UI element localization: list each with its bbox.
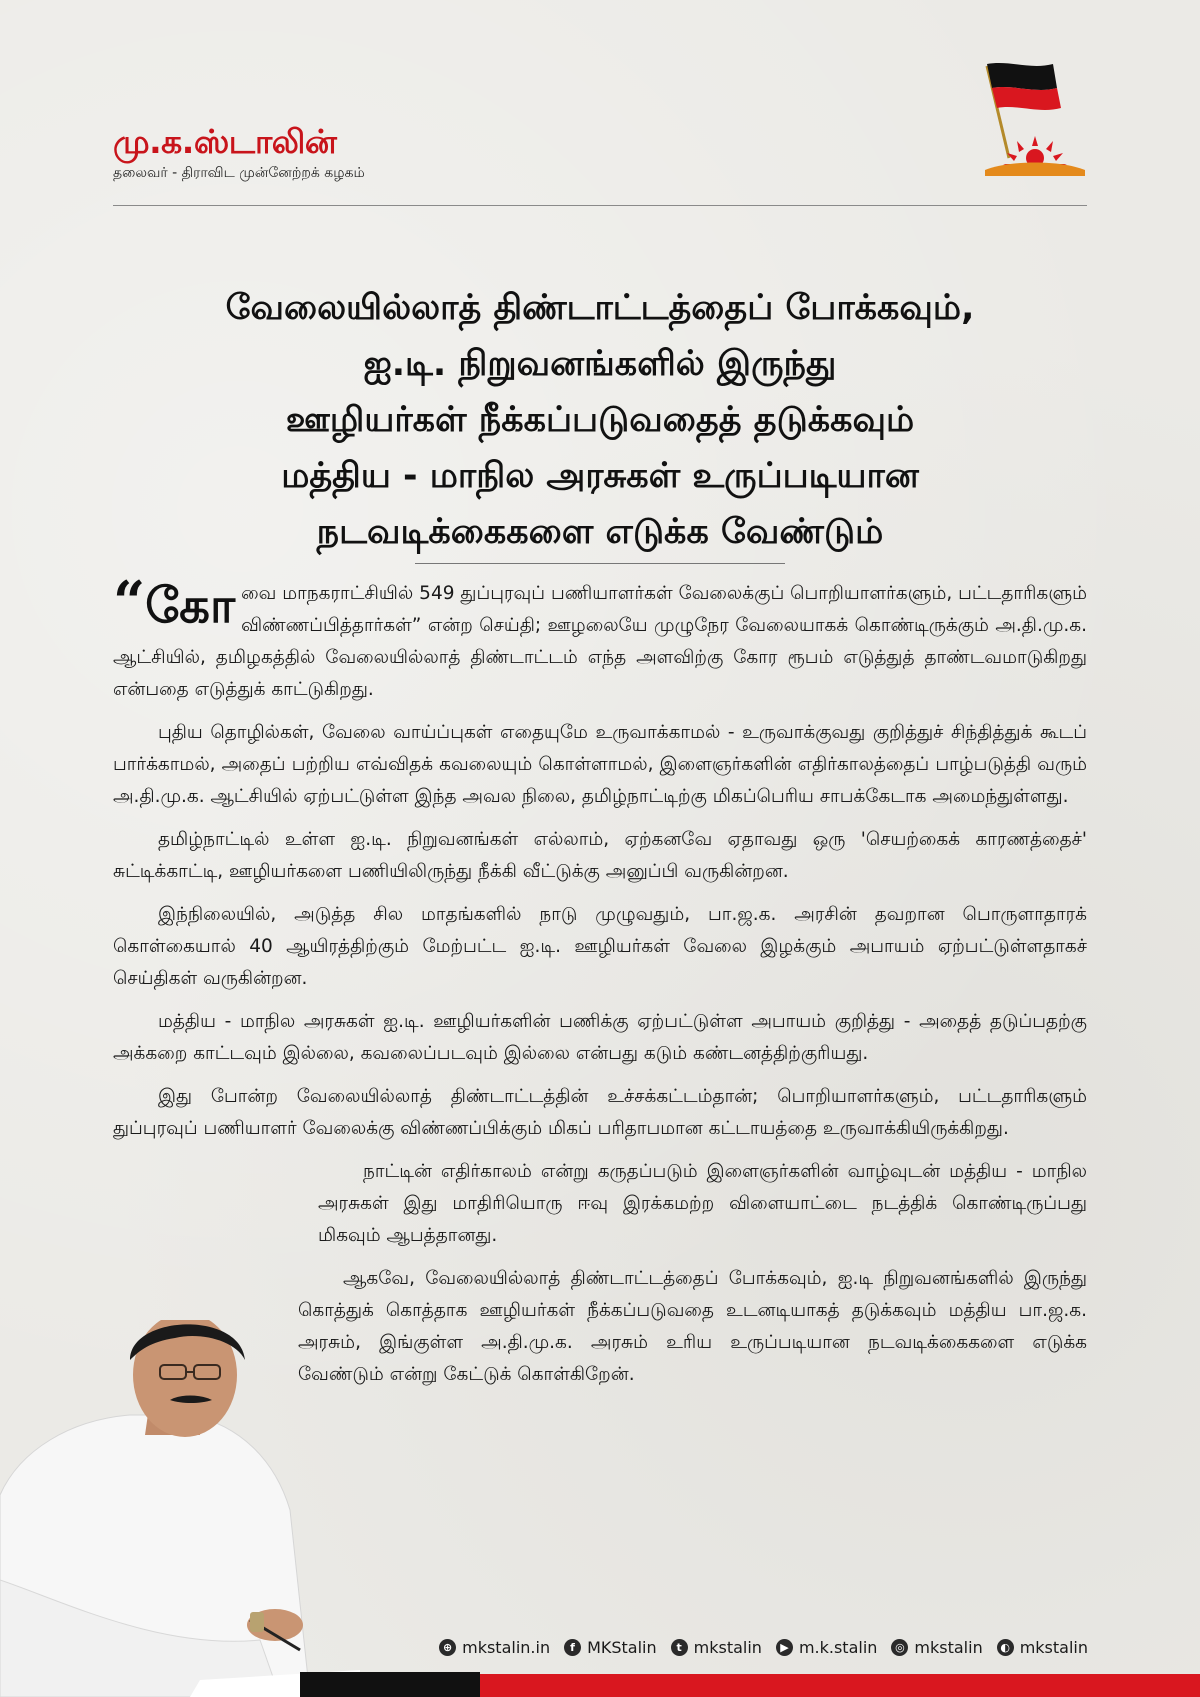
facebook-icon: f (564, 1639, 581, 1656)
social-label: mkstalin.in (462, 1637, 551, 1657)
paragraph-7: நாட்டின் எதிர்காலம் என்று கருதப்படும் இளைஞர்களின் வாழ்வுடன் மத்திய - மாநில அரசுகள் இது மாதிரியொரு ஈவு இரக்கமற்ற விளையாட்டை நடத்திக் கொண்டிருப்பது மிகவும் ஆபத்தானது. (318, 1161, 1087, 1246)
headline (90, 280, 1110, 560)
paragraph-5: மத்திய - மாநில அரசுகள் ஐ.டி. ஊழியர்களின் பணிக்கு ஏற்பட்டுள்ள அபாயம் குறித்து - அதைத் தடுப்பதற்கு அக்கறை காட்டவும் இல்லை, கவலைப்படவும் இல்லை என்பது கடும் கண்டனத்திற்குரியது. (113, 1011, 1087, 1064)
headline-line: ஊழியர்கள் நீக்கப்படுவதைத் தடுக்கவும் (285, 400, 915, 440)
twitter-icon: t (671, 1639, 688, 1656)
social-label: mkstalin (914, 1637, 983, 1657)
social-link-website[interactable] (439, 1638, 550, 1657)
paragraph-1 (113, 569, 1087, 706)
footer-bar-red (480, 1674, 1200, 1697)
footer-bar-black (300, 1672, 480, 1697)
author-name: மு.க.ஸ்டாலின் (113, 122, 337, 161)
social-link-youtube[interactable] (776, 1638, 877, 1657)
dropcap (113, 569, 236, 635)
social-link-twitter[interactable] (671, 1638, 762, 1657)
leader-portrait (0, 1320, 360, 1697)
social-label: MKStalin (587, 1637, 657, 1657)
headline-line: வேலையில்லாத் திண்டாட்டத்தைப் போக்கவும், (225, 288, 975, 328)
headline-line: ஐ.டி. நிறுவனங்களில் இருந்து (363, 344, 837, 384)
headline-divider (415, 563, 785, 564)
paragraph-4: இந்நிலையில், அடுத்த சில மாதங்களில் நாடு முழுவதும், பா.ஜ.க. அரசின் தவறான பொருளாதாரக் கொள்கையால் 40 ஆயிரத்திற்கும் மேற்பட்ட ஐ.டி. ஊழியர்கள் வேலை இழக்கும் அபாயம் ஏற்பட்டுள்ளதாகச் செய்திகள் வருகின்றன. (113, 904, 1087, 989)
social-link-periscope[interactable] (997, 1638, 1088, 1657)
statement-body (113, 569, 1087, 1402)
globe-icon: ⊕ (439, 1639, 456, 1656)
social-label: mkstalin (1019, 1637, 1088, 1657)
paragraph-3: தமிழ்நாட்டில் உள்ள ஐ.டி. நிறுவனங்கள் எல்லாம், ஏற்கனவே ஏதாவது ஒரு 'செயற்கைக் காரணத்தைச்' சுட்டிக்காட்டி, ஊழியர்களை பணியிலிருந்து நீக்கி வீட்டுக்கு அனுப்பி வருகின்றன. (113, 829, 1087, 882)
party-flag-logo (975, 58, 1090, 183)
author-title: தலைவர் - திராவிட முன்னேற்றக் கழகம் (113, 165, 365, 181)
headline-line: மத்திய - மாநில அரசுகள் உருப்படியான (281, 456, 919, 496)
paragraph-6: இது போன்ற வேலையில்லாத் திண்டாட்டத்தின் உச்சக்கட்டம்தான்; பொறியாளர்களும், பட்டதாரிகளும் துப்புரவுப் பணியாளர் வேலைக்கு விண்ணப்பிக்கும் மிகப் பரிதாபமான கட்டாயத்தை உருவாக்கியிருக்கிறது. (113, 1086, 1087, 1139)
social-link-facebook[interactable] (564, 1638, 657, 1657)
paragraph-8: ஆகவே, வேலையில்லாத் திண்டாட்டத்தைப் போக்கவும், ஐ.டி நிறுவனங்களில் இருந்து கொத்துக் கொத்தாக ஊழியர்கள் நீக்கப்படுவதை உடனடியாகத் தடுக்கவும் மத்திய பா.ஜ.க. அரசும், இங்குள்ள அ.தி.மு.க. அரசும் உரிய உருப்படியான நடவடிக்கைகளை எடுக்க வேண்டும் என்று கேட்டுக் கொள்கிறேன். (298, 1268, 1087, 1385)
paragraph-2: புதிய தொழில்கள், வேலை வாய்ப்புகள் எதையுமே உருவாக்காமல் - உருவாக்குவது குறித்துச் சிந்தித்துக் கூடப் பார்க்காமல், அதைப் பற்றிய எவ்விதக் கவலையும் கொள்ளாமல், இளைஞர்களின் எதிர்காலத்தைப் பாழ்படுத்தி வரும் அ.தி.மு.க. ஆட்சியில் ஏற்பட்டுள்ள இந்த அவல நிலை, தமிழ்நாட்டிற்கு மிகப்பெரிய சாபக்கேடாக அமைந்துள்ளது. (113, 722, 1087, 807)
dropcap-letter: கோ (145, 578, 236, 634)
social-label: m.k.stalin (798, 1637, 878, 1657)
social-link-instagram[interactable] (891, 1638, 982, 1657)
header-divider (113, 205, 1087, 206)
paragraph-text: வை மாநகராட்சியில் 549 துப்புரவுப் பணியாளர்கள் வேலைக்குப் பொறியாளர்களும், பட்டதாரிகளும் விண்ணப்பித்தார்கள்” என்ற செய்தி; ஊழலையே முழுநேர வேலையாகக் கொண்டிருக்கும் அ.தி.மு.க. ஆட்சியில், தமிழகத்தில் வேலையில்லாத் திண்டாட்டம் எந்த அளவிற்கு கோர ரூபம் எடுத்துத் தாண்டவமாடுகிறது என்பதை எடுத்துக் காட்டுகிறது. (113, 583, 1087, 700)
opening-quote-mark: “ (113, 569, 146, 635)
social-label: mkstalin (693, 1637, 762, 1657)
youtube-icon: ▶ (776, 1639, 793, 1656)
social-links (420, 1632, 1088, 1662)
periscope-icon: ◐ (997, 1639, 1014, 1656)
instagram-icon: ◎ (891, 1639, 908, 1656)
headline-line: நடவடிக்கைகளை எடுக்க வேண்டும் (316, 512, 884, 552)
